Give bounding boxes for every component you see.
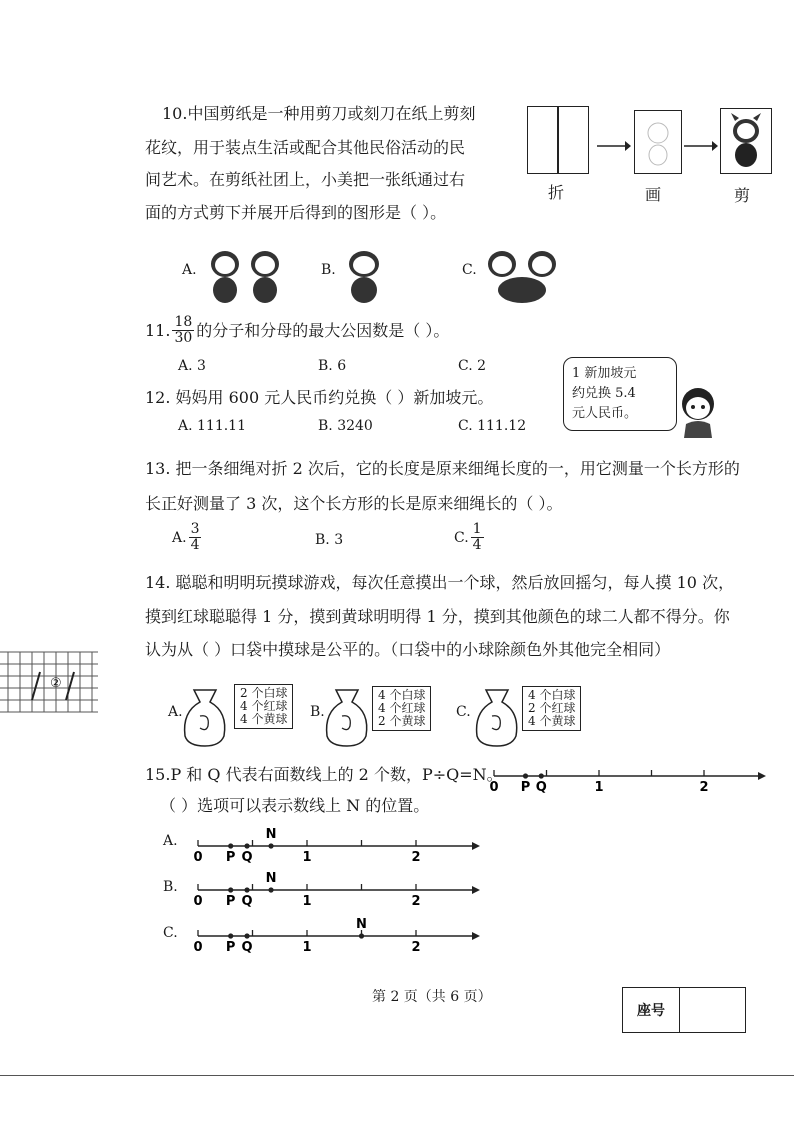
dragon-sketch-icon [635, 111, 681, 173]
bag-icon-b [322, 686, 372, 748]
q11-text: 的分子和分母的最大公因数是（ ）。 [196, 320, 450, 340]
bag-icon-c [472, 686, 522, 748]
n-point-label: N [265, 871, 277, 886]
q14-option-b-label: B. [310, 704, 325, 720]
q13-option-b: B. 3 [315, 532, 344, 548]
q12-stem: 12. 妈妈用 600 元人民币约兑换（ ）新加坡元。 [145, 388, 494, 407]
tick-label: P [225, 894, 236, 909]
q12-option-b: B. 3240 [318, 418, 373, 434]
point-dot [244, 933, 249, 938]
bubble-line-1: 1 新加坡元 [572, 366, 637, 381]
arrow-right-icon [597, 140, 631, 152]
q15-option-c-label: C. [163, 925, 178, 941]
point-dot [523, 773, 528, 778]
step-label-draw: 画 [645, 185, 662, 204]
q10-option-b-label: B. [321, 262, 336, 278]
dragon-pair-icon-c [482, 246, 564, 308]
point-dot [228, 887, 233, 892]
q14-option-a-label: A. [168, 704, 183, 720]
point-dot [539, 773, 544, 778]
boy-avatar-icon [676, 384, 720, 440]
tick-label: 1 [594, 780, 604, 795]
q15-option-c-number-line [190, 916, 480, 956]
tick-label: 2 [411, 940, 421, 955]
n-point-label: N [356, 917, 367, 932]
draw-paper [634, 110, 682, 174]
q14-bag-b-line-1: 4 个白球 [378, 688, 426, 702]
q12-option-a: A. 111.11 [178, 418, 246, 434]
q10-option-c-label: C. [462, 262, 477, 278]
q11-number: 11. [145, 320, 171, 340]
q14-line-3: 认为从（ ）口袋中摸球是公平的。（口袋中的小球除颜色外其他完全相同） [145, 640, 671, 659]
tick-label: 0 [193, 850, 203, 865]
q14-bag-b-line-3: 2 个黄球 [378, 714, 426, 728]
margin-circled-two: ② [50, 676, 62, 691]
q13-option-c-num: 1 [472, 521, 482, 537]
q15-line-1: 15.P 和 Q 代表右面数线上的 2 个数，P÷Q=N。 [145, 765, 503, 784]
seat-number-blank[interactable] [680, 988, 745, 1032]
tick-label: Q [241, 940, 253, 955]
n-point-dot [268, 843, 273, 848]
q11-option-b: B. 6 [318, 358, 347, 374]
tick-label: 0 [489, 780, 499, 795]
q14-bag-a-line-1: 2 个白球 [240, 686, 288, 700]
arrow-head-icon [472, 932, 480, 940]
q10-line-2: 花纹，用于装点生活或配合其他民俗活动的民 [145, 138, 466, 157]
q14-bag-b-contents [372, 686, 431, 731]
arrow-head-icon [472, 842, 480, 850]
page-number: 第 2 页（共 6 页） [372, 989, 492, 1005]
tick-label: 0 [193, 894, 203, 909]
tick-label: 2 [699, 780, 709, 795]
point-dot [244, 887, 249, 892]
tick-label: P [225, 940, 236, 955]
point-dot [244, 843, 249, 848]
q13-line-2: 长正好测量了 3 次，这个长方形的长是原来细绳长的（ ）。 [145, 494, 563, 513]
page-bottom-rule [0, 1075, 794, 1076]
seat-label: 座号 [623, 988, 680, 1032]
q15-option-a-number-line [190, 826, 480, 866]
tick-label: 2 [411, 850, 421, 865]
dragon-cutout-icon [721, 109, 771, 173]
q14-bag-c-line-1: 4 个白球 [528, 688, 576, 702]
dragon-single-icon-b [343, 246, 385, 308]
tick-label: 1 [302, 894, 312, 909]
arrow-head-icon [758, 772, 766, 780]
q13-option-c [454, 522, 486, 553]
step-label-fold: 折 [548, 183, 565, 202]
arrow-right-icon [684, 140, 718, 152]
tick-label: Q [241, 850, 253, 865]
tick-label: 0 [193, 940, 203, 955]
q11-fraction-den: 30 [174, 330, 193, 346]
q15-option-b-label: B. [163, 879, 178, 895]
fold-paper [527, 106, 589, 174]
q14-bag-c-line-2: 2 个红球 [528, 701, 576, 715]
q14-bag-b-line-2: 4 个红球 [378, 701, 426, 715]
q14-option-c-label: C. [456, 704, 471, 720]
q14-line-2: 摸到红球聪聪得 1 分，摸到黄球明明得 1 分，摸到其他颜色的球二人都不得分。你 [145, 607, 730, 626]
q15-option-b-number-line [190, 870, 480, 910]
arrow-head-icon [472, 886, 480, 894]
bubble-line-2: 约兑换 5.4 [572, 386, 636, 401]
n-point-dot [359, 933, 364, 938]
seat-number-box [622, 987, 746, 1033]
bubble-line-3: 元人民币。 [572, 406, 638, 421]
cut-paper [720, 108, 772, 174]
q13-option-c-den: 4 [472, 537, 482, 553]
point-dot [228, 843, 233, 848]
q13-line-1: 13. 把一条细绳对折 2 次后，它的长度是原来细绳长度的一，用它测量一个长方形的 [145, 459, 740, 478]
q13-option-a [172, 522, 203, 553]
q10-line-3: 间艺术。在剪纸社团上，小美把一张纸通过右 [145, 170, 466, 189]
dragon-pair-icon-a [205, 246, 287, 308]
bag-icon-a [180, 686, 230, 748]
q11-option-c: C. 2 [458, 358, 487, 374]
q11-option-a: A. 3 [178, 358, 206, 374]
q15-line-2: （ ）选项可以表示数线上 N 的位置。 [160, 796, 430, 815]
tick-label: Q [241, 894, 253, 909]
q11-fraction-num: 18 [174, 314, 193, 330]
q14-bag-c-contents [522, 686, 581, 731]
q10-option-a-label: A. [182, 262, 197, 278]
point-dot [228, 933, 233, 938]
step-label-cut: 剪 [734, 186, 751, 205]
q13-option-a-den: 4 [190, 537, 200, 553]
q11-fraction [172, 315, 194, 346]
q10-line-1: 10.中国剪纸是一种用剪刀或刻刀在纸上剪刻 [162, 104, 476, 123]
q12-option-c: C. 111.12 [458, 418, 527, 434]
q14-bag-a-line-2: 4 个红球 [240, 699, 288, 713]
q13-option-c-label: C. [454, 529, 469, 546]
q15-option-a-label: A. [163, 833, 178, 849]
exchange-speech-bubble [563, 357, 677, 431]
q15-main-number-line [486, 762, 766, 798]
n-point-dot [268, 887, 273, 892]
q14-bag-a-contents [234, 684, 293, 729]
tick-label: P [225, 850, 236, 865]
tick-label: P [520, 780, 531, 795]
n-point-label: N [265, 827, 277, 842]
q14-bag-a-line-3: 4 个黄球 [240, 712, 288, 726]
tick-label: 2 [411, 894, 421, 909]
q11-stem [145, 315, 449, 346]
tick-label: Q [535, 780, 547, 795]
tick-label: 1 [302, 940, 312, 955]
tick-label: 1 [302, 850, 312, 865]
q13-option-a-num: 3 [190, 521, 200, 537]
q13-option-a-label: A. [172, 529, 187, 546]
q14-line-1: 14. 聪聪和明明玩摸球游戏，每次任意摸出一个球，然后放回摇匀，每人摸 10 次， [145, 573, 735, 592]
q14-bag-c-line-3: 4 个黄球 [528, 714, 576, 728]
q10-line-4: 面的方式剪下并展开后得到的图形是（ ）。 [145, 203, 447, 222]
